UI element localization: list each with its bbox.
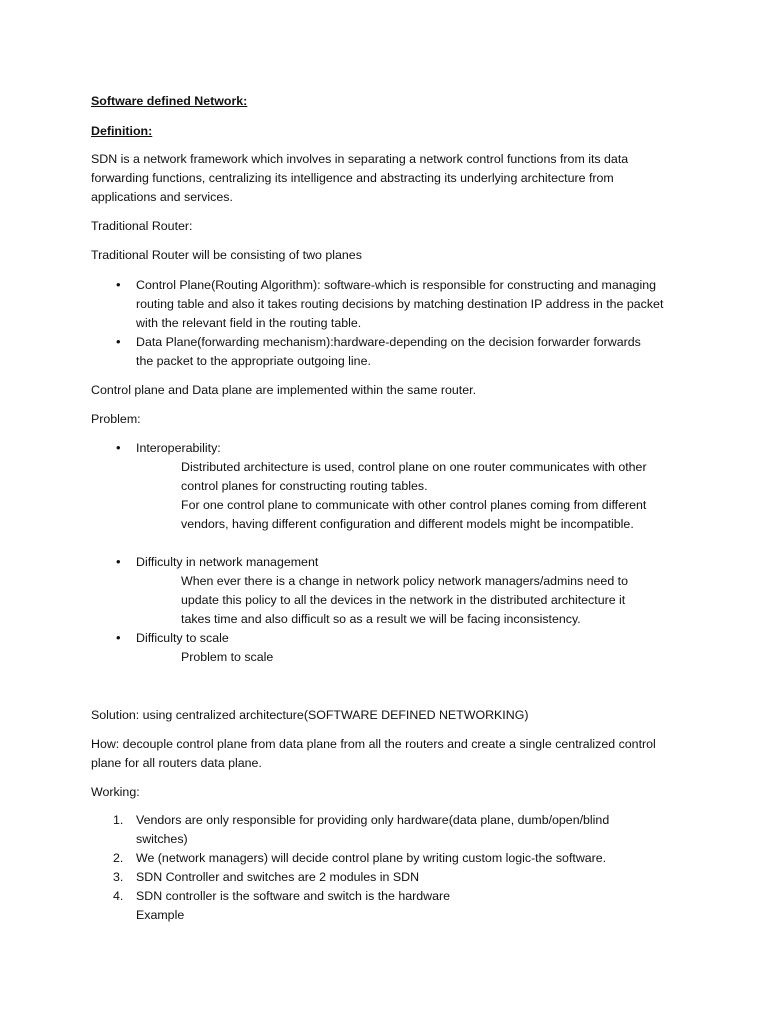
list-number: 3.: [113, 870, 124, 884]
plane-line: with the relevant field in the routing table.: [136, 316, 362, 330]
traditional-router-heading: Traditional Router:: [91, 219, 193, 233]
problem-title: Difficulty in network management: [136, 555, 319, 569]
plane-line: the packet to the appropriate outgoing line.: [136, 354, 371, 368]
definition-line: applications and services.: [91, 190, 233, 204]
working-heading: Working:: [91, 785, 140, 799]
definition-heading: Definition:: [91, 124, 153, 138]
problem-line: Problem to scale: [181, 650, 274, 664]
list-number: 4.: [113, 889, 124, 903]
traditional-router-intro: Traditional Router will be consisting of two planes: [91, 248, 362, 262]
plane-line: Control Plane(Routing Algorithm): software-which is responsible for constructing and managing: [136, 278, 656, 292]
working-line: SDN Controller and switches are 2 modules in SDN: [136, 870, 420, 884]
working-line: SDN controller is the software and switch is the hardware: [136, 889, 451, 903]
plane-line: Data Plane(forwarding mechanism):hardware-depending on the decision forwarder forwards: [136, 335, 641, 349]
plane-line: routing table and also it takes routing decisions by matching destination IP address in the packet: [136, 297, 664, 311]
solution-text: Solution: using centralized architecture(SOFTWARE DEFINED NETWORKING): [91, 708, 529, 722]
bullet-icon: •: [116, 630, 121, 645]
definition-line: forwarding functions, centralizing its intelligence and abstracting its underlying architecture from: [91, 171, 614, 185]
working-line: Example: [136, 908, 185, 922]
bullet-icon: •: [116, 440, 121, 455]
how-line: plane for all routers data plane.: [91, 756, 262, 770]
problem-line: For one control plane to communicate with other control planes coming from different: [181, 498, 647, 512]
working-line: Vendors are only responsible for providing only hardware(data plane, dumb/open/blind: [136, 813, 610, 827]
list-number: 1.: [113, 813, 124, 827]
working-line: We (network managers) will decide control plane by writing custom logic-the software.: [136, 851, 607, 865]
problem-line: control planes for constructing routing tables.: [181, 479, 428, 493]
bullet-icon: •: [116, 554, 121, 569]
working-line: switches): [136, 832, 188, 846]
same-router-text: Control plane and Data plane are implemented within the same router.: [91, 383, 477, 397]
how-line: How: decouple control plane from data plane from all the routers and create a single centralized control: [91, 737, 656, 751]
problem-heading: Problem:: [91, 412, 141, 426]
definition-line: SDN is a network framework which involves in separating a network control functions from its data: [91, 152, 629, 166]
problem-line: vendors, having different configuration and different models might be incompatible.: [181, 517, 634, 531]
problem-title: Difficulty to scale: [136, 631, 229, 645]
problem-line: takes time and also difficult so as a result we will be facing inconsistency.: [181, 612, 581, 626]
problem-title: Interoperability:: [136, 441, 221, 455]
bullet-icon: •: [116, 277, 121, 292]
problem-line: When ever there is a change in network policy network managers/admins need to: [181, 574, 628, 588]
list-number: 2.: [113, 851, 124, 865]
problem-line: update this policy to all the devices in the network in the distributed architecture it: [181, 593, 626, 607]
document-title: Software defined Network:: [91, 94, 248, 108]
bullet-icon: •: [116, 334, 121, 349]
problem-line: Distributed architecture is used, control plane on one router communicates with other: [181, 460, 647, 474]
